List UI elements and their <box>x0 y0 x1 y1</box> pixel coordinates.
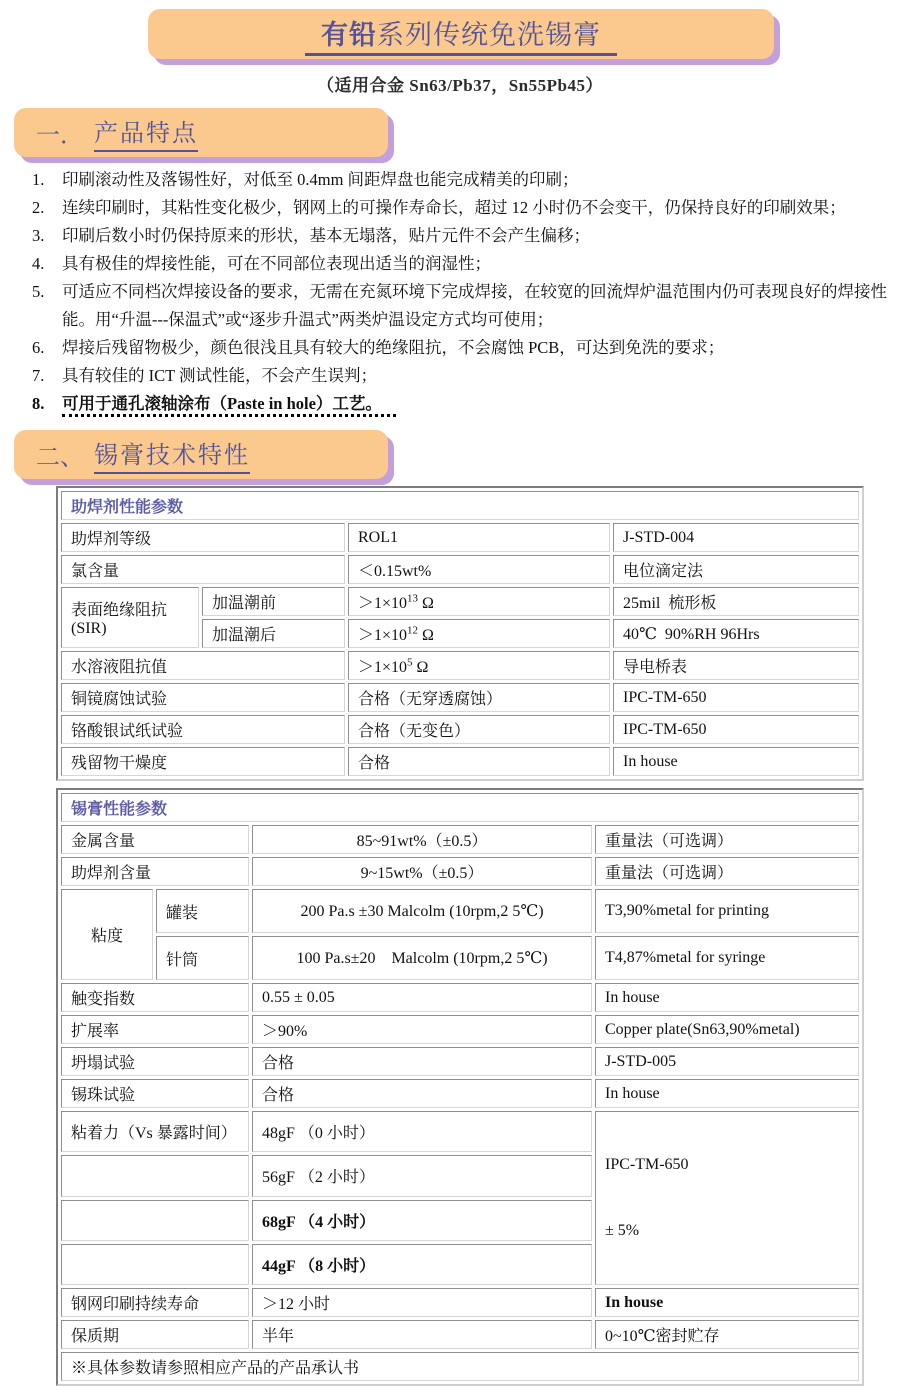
param-value: 0.55 ± 0.05 <box>252 983 592 1012</box>
tack-method-line1: IPC-TM-650 <box>605 1156 689 1173</box>
list-item-text: 具有较佳的 ICT 测试性能，不会产生误判； <box>62 366 378 385</box>
param-value: 合格 <box>348 747 610 776</box>
param-method: T4,87%metal for syringe <box>595 936 859 980</box>
list-item <box>32 278 910 334</box>
list-item <box>32 362 910 390</box>
section-number: 二、 <box>36 445 84 471</box>
param-label: 扩展率 <box>61 1015 249 1044</box>
value-unit: Ω <box>412 659 429 676</box>
paste-table <box>56 788 864 1386</box>
param-method: 25mil 梳形板 <box>613 587 859 616</box>
table-footnote: ※具体参数请参照相应产品的产品承认书 <box>61 1352 859 1381</box>
param-value: 85~91wt%（±0.5） <box>252 825 592 854</box>
param-label: 锡珠试验 <box>61 1079 249 1108</box>
list-item <box>32 390 910 418</box>
param-value: 合格（无变色） <box>348 715 610 744</box>
list-item-text: 焊接后残留物极少，颜色很浅且具有较大的绝缘阻抗，不会腐蚀 PCB，可达到免洗的要求； <box>62 338 725 357</box>
param-value: 9~15wt%（±0.5） <box>252 857 592 886</box>
param-value: ＞90% <box>252 1015 592 1044</box>
section-title: 锡膏技术特性 <box>94 435 250 474</box>
param-sublabel: 针筒 <box>156 936 249 980</box>
param-method: 重量法（可选调） <box>595 825 859 854</box>
table-header-row <box>61 491 859 520</box>
table-row <box>61 715 859 744</box>
list-item <box>32 194 910 222</box>
param-label-empty <box>61 1200 249 1241</box>
param-method: 导电桥表 <box>613 651 859 680</box>
page-title <box>305 13 617 56</box>
list-item <box>32 166 910 194</box>
param-value: 合格（无穿透腐蚀） <box>348 683 610 712</box>
param-method: J-STD-005 <box>595 1047 859 1076</box>
param-value: ＞12 小时 <box>252 1288 592 1317</box>
section-title: 产品特点 <box>94 113 198 152</box>
table-row <box>61 889 859 933</box>
spec-tables <box>56 486 866 1386</box>
table-row <box>61 1047 859 1076</box>
paste-table-title: 锡膏性能参数 <box>61 793 859 822</box>
param-value: ROL1 <box>348 523 610 552</box>
value-base: ＞1×10 <box>358 627 408 644</box>
sir-label-line1: 表面绝缘阻抗 <box>71 602 168 619</box>
param-method: IPC-TM-650 <box>613 683 859 712</box>
param-value: ＜0.15wt% <box>348 555 610 584</box>
table-row <box>61 1111 859 1152</box>
value-base: ＞1×10 <box>358 595 408 612</box>
param-value: 100 Pa.s±20 Malcolm (10rpm,2 5℃) <box>252 936 592 980</box>
table-row <box>61 1288 859 1317</box>
page-subtitle: （适用合金 Sn63/Pb37，Sn55Pb45） <box>317 76 603 95</box>
table-header-row <box>61 793 859 822</box>
param-sublabel: 罐装 <box>156 889 249 933</box>
table-row <box>61 523 859 552</box>
value-exponent: 12 <box>407 624 419 637</box>
param-label: 钢网印刷持续寿命 <box>61 1288 249 1317</box>
param-label: 水溶液阻抗值 <box>61 651 345 680</box>
param-label: 触变指数 <box>61 983 249 1012</box>
param-value: 56gF （2 小时） <box>252 1155 592 1196</box>
table-row <box>61 555 859 584</box>
list-item-number: 1. <box>32 170 45 189</box>
param-value <box>348 587 610 616</box>
table-row <box>61 936 859 980</box>
param-value: 48gF （0 小时） <box>252 1111 592 1152</box>
value-base: ＞1×10 <box>358 659 408 676</box>
value-exponent: 5 <box>407 656 413 669</box>
list-item-number: 5. <box>32 282 45 301</box>
list-item-text: 印刷滚动性及落锡性好，对低至 0.4mm 间距焊盘也能完成精美的印刷； <box>62 170 579 189</box>
flux-table-title: 助焊剂性能参数 <box>61 491 859 520</box>
param-method: T3,90%metal for printing <box>595 889 859 933</box>
param-method: 重量法（可选调） <box>595 857 859 886</box>
list-item-number: 7. <box>32 366 45 385</box>
param-method-tack <box>595 1111 859 1285</box>
section-heading-specs <box>14 430 388 479</box>
param-label-sir <box>61 587 199 648</box>
list-item-number: 8. <box>32 394 45 413</box>
param-method: 0~10℃密封贮存 <box>595 1320 859 1349</box>
param-method: J-STD-004 <box>613 523 859 552</box>
list-item-number: 3. <box>32 226 45 245</box>
list-item <box>32 250 910 278</box>
param-value: 68gF （4 小时） <box>252 1200 592 1241</box>
param-value: 半年 <box>252 1320 592 1349</box>
param-value <box>348 619 610 648</box>
list-item-text: 印刷后数小时仍保持原来的形状，基本无塌落，贴片元件不会产生偏移； <box>62 226 590 245</box>
param-method: IPC-TM-650 <box>613 715 859 744</box>
param-value: 合格 <box>252 1047 592 1076</box>
section-number: 一． <box>36 123 84 149</box>
list-item-text: 可适应不同档次焊接设备的要求，无需在充氮环境下完成焊接，在较宽的回流焊炉温范围内仍可表现良好的焊接性能。用“升温---保温式”或“逐步升温式”两类炉温设定方式均可使用； <box>62 282 887 329</box>
param-value: 合格 <box>252 1079 592 1108</box>
list-item-text: 连续印刷时，其粘性变化极少，钢网上的可操作寿命长，超过 12 小时仍不会变干，仍保持良好的印刷效果； <box>62 198 846 217</box>
param-label: 氯含量 <box>61 555 345 584</box>
param-method: In house <box>595 1288 859 1317</box>
param-sublabel: 加温潮前 <box>202 587 345 616</box>
value-unit: Ω <box>418 595 434 612</box>
param-label: 粘着力（Vs 暴露时间） <box>61 1111 249 1152</box>
title-banner <box>148 9 774 59</box>
page-title-rest: 系列传统免洗锡膏 <box>377 19 601 50</box>
param-method: In house <box>613 747 859 776</box>
table-row <box>61 651 859 680</box>
list-item-number: 4. <box>32 254 45 273</box>
features-list <box>32 166 910 418</box>
param-label: 保质期 <box>61 1320 249 1349</box>
table-row <box>61 825 859 854</box>
list-item-number: 6. <box>32 338 45 357</box>
table-row <box>61 1320 859 1349</box>
page-title-emphasis: 有铅 <box>321 19 377 50</box>
list-item-text: 具有极佳的焊接性能，可在不同部位表现出适当的润湿性； <box>62 254 491 273</box>
param-label-empty <box>61 1244 249 1285</box>
table-row <box>61 683 859 712</box>
param-method: In house <box>595 1079 859 1108</box>
param-sublabel: 加温潮后 <box>202 619 345 648</box>
list-item-text-underlined: 可用于通孔滚轴涂布（Paste in hole）工艺。 <box>62 394 396 417</box>
param-method: 电位滴定法 <box>613 555 859 584</box>
param-value: 200 Pa.s ±30 Malcolm (10rpm,2 5℃) <box>252 889 592 933</box>
table-row <box>61 747 859 776</box>
param-label: 坍塌试验 <box>61 1047 249 1076</box>
param-label: 铬酸银试纸试验 <box>61 715 345 744</box>
flux-table <box>56 486 864 781</box>
sir-label-line2: (SIR) <box>71 620 107 637</box>
tack-method-line2: ± 5% <box>605 1222 640 1239</box>
table-row <box>61 1079 859 1108</box>
param-value: 44gF （8 小时） <box>252 1244 592 1285</box>
param-label-viscosity: 粘度 <box>61 889 153 980</box>
param-label: 金属含量 <box>61 825 249 854</box>
list-item-text <box>62 390 910 418</box>
param-label-empty <box>61 1155 249 1196</box>
value-unit: Ω <box>418 627 434 644</box>
value-exponent: 13 <box>407 592 419 605</box>
param-label: 残留物干燥度 <box>61 747 345 776</box>
table-row <box>61 587 859 616</box>
table-row <box>61 857 859 886</box>
list-item <box>32 222 910 250</box>
list-item-number: 2. <box>32 198 45 217</box>
list-item <box>32 334 910 362</box>
table-row <box>61 1015 859 1044</box>
param-method: Copper plate(Sn63,90%metal) <box>595 1015 859 1044</box>
table-row <box>61 1352 859 1381</box>
param-label: 铜镜腐蚀试验 <box>61 683 345 712</box>
section-heading-features <box>14 108 388 157</box>
table-row <box>61 983 859 1012</box>
param-method: 40℃ 90%RH 96Hrs <box>613 619 859 648</box>
param-value <box>348 651 610 680</box>
param-label: 助焊剂含量 <box>61 857 249 886</box>
param-label: 助焊剂等级 <box>61 523 345 552</box>
param-method: In house <box>595 983 859 1012</box>
